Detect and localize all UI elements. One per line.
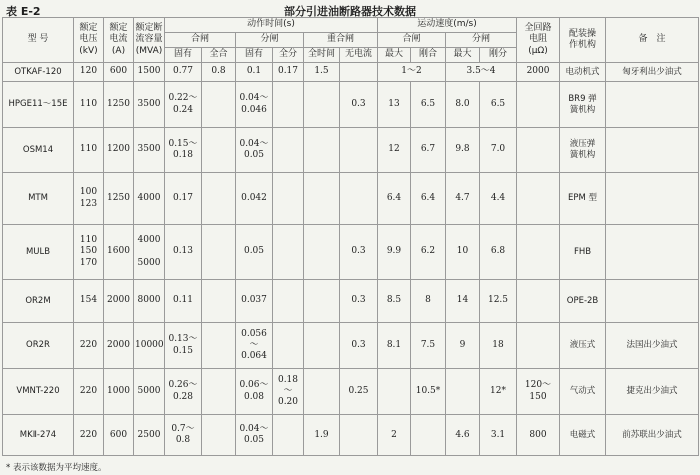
cell-close-inherent: 0.11: [165, 279, 202, 323]
table-row: [3, 225, 699, 280]
cell-no-current: 0.25: [340, 368, 378, 415]
cell-open-full: 0.17: [273, 63, 304, 82]
cell-close-full: [202, 279, 236, 323]
cell-breaking: 8000: [134, 279, 165, 323]
cell-speed-open-just: 6.8: [480, 225, 517, 280]
cell-voltage: 100 123: [74, 173, 104, 225]
cell-open-full: [273, 225, 304, 280]
cell-speed-close-just: 6.2: [411, 225, 446, 280]
cell-mechanism: 液压弹 簧机构: [560, 127, 606, 173]
cell-mechanism: 气动式: [560, 368, 606, 415]
cell-voltage: 110 150 170: [74, 225, 104, 280]
cell-mechanism: BR9 弹 簧机构: [560, 82, 606, 128]
cell-close-inherent: 0.13～ 0.15: [165, 323, 202, 369]
cell-breaking: 5000: [134, 368, 165, 415]
cell-remark: 法国出少油式: [606, 323, 699, 369]
cell-reclose-full-time: [304, 173, 340, 225]
cell-reclose-full-time: [304, 82, 340, 128]
cell-close-full: [202, 225, 236, 280]
cell-model: OTKAF-120: [3, 63, 74, 82]
cell-open-full: [273, 415, 304, 456]
cell-speed-open-max: 14: [446, 279, 480, 323]
cell-speed-open-just: 4.4: [480, 173, 517, 225]
table-title: 部分引进油断路器技术数据: [284, 5, 416, 18]
cell-resistance: [517, 82, 560, 128]
cell-speed-close-max: 2: [378, 415, 411, 456]
cell-no-current: [340, 415, 378, 456]
header-speed-close: 合闸: [378, 33, 446, 48]
cell-voltage: 220: [74, 415, 104, 456]
header-speed-open-max: 最大: [446, 48, 480, 63]
table-row: [3, 323, 699, 369]
table-row: [3, 63, 699, 82]
cell-open-inherent: 0.042: [236, 173, 273, 225]
cell-speed-close-max: 9.9: [378, 225, 411, 280]
cell-current: 1000: [104, 368, 134, 415]
header-no-current: 无电流: [340, 48, 378, 63]
cell-resistance: [517, 323, 560, 369]
header-speed-open: 分闸: [446, 33, 517, 48]
cell-breaking: 3500: [134, 82, 165, 128]
cell-speed-close-just: [411, 415, 446, 456]
cell-speed-close-just: 10.5*: [411, 368, 446, 415]
cell-no-current: 0.3: [340, 82, 378, 128]
header-close-full: 全合: [202, 48, 236, 63]
cell-speed-close-just: 6.5: [411, 82, 446, 128]
header-open-inherent: 固有: [236, 48, 273, 63]
cell-no-current: [340, 173, 378, 225]
table-row: [3, 127, 699, 173]
cell-close-inherent: 0.7～ 0.8: [165, 415, 202, 456]
cell-speed-open-just: 12*: [480, 368, 517, 415]
cell-remark: [606, 279, 699, 323]
header-speed-close-max: 最大: [378, 48, 411, 63]
cell-reclose-full-time: 1.5: [304, 63, 340, 82]
cell-close-inherent: 0.13: [165, 225, 202, 280]
cell-speed-close-just: 6.4: [411, 173, 446, 225]
cell-model: OR2M: [3, 279, 74, 323]
cell-no-current: [340, 127, 378, 173]
cell-open-full: [273, 82, 304, 128]
cell-open-full: 0.18～ 0.20: [273, 368, 304, 415]
cell-close-full: [202, 173, 236, 225]
cell-current: 1250: [104, 82, 134, 128]
cell-open-full: [273, 173, 304, 225]
table-row: [3, 173, 699, 225]
cell-close-full: [202, 82, 236, 128]
cell-current: 600: [104, 63, 134, 82]
cell-open-full: [273, 323, 304, 369]
cell-close-full: [202, 127, 236, 173]
cell-open-full: [273, 127, 304, 173]
cell-mechanism: OPE-2B: [560, 279, 606, 323]
cell-speed-open-just: 12.5: [480, 279, 517, 323]
header-reclose-full-time: 全时间: [304, 48, 340, 63]
table-row: [3, 82, 699, 128]
cell-close-full: [202, 415, 236, 456]
cell-speed-close-max: 6.4: [378, 173, 411, 225]
cell-current: 1200: [104, 127, 134, 173]
cell-speed-open-max: 8.0: [446, 82, 480, 128]
table-label: 表 E-2: [6, 5, 41, 18]
cell-speed-close-just: 6.7: [411, 127, 446, 173]
cell-reclose-full-time: 1.9: [304, 415, 340, 456]
cell-breaking: 4000 5000: [134, 225, 165, 280]
cell-voltage: 220: [74, 323, 104, 369]
cell-resistance: [517, 279, 560, 323]
cell-close-full: [202, 323, 236, 369]
cell-current: 2000: [104, 323, 134, 369]
cell-speed-open-max: 9.8: [446, 127, 480, 173]
cell-remark: 前苏联出少油式: [606, 415, 699, 456]
cell-open-inherent: 0.04～ 0.05: [236, 127, 273, 173]
cell-speed-open: 3.5～4: [446, 63, 517, 82]
cell-speed-open-just: 6.5: [480, 82, 517, 128]
header-resistance: 全回路 电阻 (μΩ): [517, 18, 560, 63]
cell-open-full: [273, 279, 304, 323]
header-voltage: 额定 电压 (kV): [74, 18, 104, 63]
cell-speed-close-just: 7.5: [411, 323, 446, 369]
cell-voltage: 110: [74, 127, 104, 173]
cell-mechanism: FHB: [560, 225, 606, 280]
cell-voltage: 220: [74, 368, 104, 415]
cell-model: OR2R: [3, 323, 74, 369]
cell-resistance: [517, 225, 560, 280]
cell-speed-close-max: 13: [378, 82, 411, 128]
header-reclose: 重合闸: [304, 33, 378, 48]
cell-remark: [606, 173, 699, 225]
cell-close-inherent: 0.77: [165, 63, 202, 82]
cell-voltage: 110: [74, 82, 104, 128]
cell-breaking: 10000: [134, 323, 165, 369]
cell-resistance: [517, 173, 560, 225]
cell-breaking: 2500: [134, 415, 165, 456]
header-action-time: 动作时间(s): [165, 18, 378, 33]
technical-data-table: [2, 17, 699, 456]
cell-mechanism: 电磁式: [560, 415, 606, 456]
header-model: 型 号: [3, 18, 74, 63]
header-mechanism: 配装操 作机构: [560, 18, 606, 63]
table-row: [3, 415, 699, 456]
cell-breaking: 4000: [134, 173, 165, 225]
cell-current: 1250: [104, 173, 134, 225]
cell-remark: [606, 225, 699, 280]
header-current: 额定 电流 (A): [104, 18, 134, 63]
cell-speed-open-just: 18: [480, 323, 517, 369]
cell-no-current: 0.3: [340, 225, 378, 280]
cell-speed-close-max: 8.5: [378, 279, 411, 323]
cell-resistance: [517, 127, 560, 173]
cell-breaking: 1500: [134, 63, 165, 82]
cell-remark: 捷克出少油式: [606, 368, 699, 415]
cell-open-inherent: 0.037: [236, 279, 273, 323]
cell-open-inherent: 0.06～ 0.08: [236, 368, 273, 415]
cell-mechanism: EPM 型: [560, 173, 606, 225]
cell-resistance: 800: [517, 415, 560, 456]
cell-model: MKⅡ-274: [3, 415, 74, 456]
cell-close-inherent: 0.22～ 0.24: [165, 82, 202, 128]
cell-close-inherent: 0.15～ 0.18: [165, 127, 202, 173]
cell-no-current: [340, 63, 378, 82]
cell-remark: [606, 127, 699, 173]
footnote: * 表示该数据为平均速度。: [6, 463, 107, 473]
cell-model: HPGE11～15E: [3, 82, 74, 128]
cell-open-inherent: 0.04～ 0.046: [236, 82, 273, 128]
cell-mechanism: 液压式: [560, 323, 606, 369]
cell-current: 2000: [104, 279, 134, 323]
cell-speed-open-max: 10: [446, 225, 480, 280]
cell-model: OSM14: [3, 127, 74, 173]
cell-resistance: 2000: [517, 63, 560, 82]
header-close: 合闸: [165, 33, 236, 48]
cell-breaking: 3500: [134, 127, 165, 173]
cell-speed-close-max: 8.1: [378, 323, 411, 369]
cell-reclose-full-time: [304, 127, 340, 173]
cell-voltage: 120: [74, 63, 104, 82]
header-speed-open-just: 刚分: [480, 48, 517, 63]
table-row: [3, 368, 699, 415]
cell-close-inherent: 0.26～ 0.28: [165, 368, 202, 415]
cell-speed-close-max: [378, 368, 411, 415]
cell-close-full: 0.8: [202, 63, 236, 82]
cell-remark: [606, 82, 699, 128]
header-speed-close-just: 刚合: [411, 48, 446, 63]
header-remark: 备 注: [606, 18, 699, 63]
cell-current: 600: [104, 415, 134, 456]
cell-speed-close-just: 8: [411, 279, 446, 323]
cell-mechanism: 电动机式: [560, 63, 606, 82]
header-close-inherent: 固有: [165, 48, 202, 63]
cell-no-current: 0.3: [340, 323, 378, 369]
cell-open-inherent: 0.05: [236, 225, 273, 280]
cell-reclose-full-time: [304, 225, 340, 280]
cell-open-inherent: 0.04～ 0.05: [236, 415, 273, 456]
cell-reclose-full-time: [304, 279, 340, 323]
header-motion-speed: 运动速度(m/s): [378, 18, 517, 33]
cell-speed-open-just: 3.1: [480, 415, 517, 456]
cell-reclose-full-time: [304, 323, 340, 369]
table-row: [3, 279, 699, 323]
cell-speed-open-max: 4.7: [446, 173, 480, 225]
cell-open-inherent: 0.1: [236, 63, 273, 82]
cell-open-inherent: 0.056～ 0.064: [236, 323, 273, 369]
cell-speed-close-max: 12: [378, 127, 411, 173]
cell-no-current: 0.3: [340, 279, 378, 323]
cell-model: VMNT-220: [3, 368, 74, 415]
cell-model: MULB: [3, 225, 74, 280]
cell-speed-open-max: 9: [446, 323, 480, 369]
cell-resistance: 120～ 150: [517, 368, 560, 415]
cell-remark: 匈牙利出少油式: [606, 63, 699, 82]
header-open-full: 全分: [273, 48, 304, 63]
cell-current: 1600: [104, 225, 134, 280]
cell-speed-open-max: 4.6: [446, 415, 480, 456]
cell-close-full: [202, 368, 236, 415]
cell-close-inherent: 0.17: [165, 173, 202, 225]
cell-speed-close: 1～2: [378, 63, 446, 82]
cell-speed-open-max: [446, 368, 480, 415]
cell-model: MTM: [3, 173, 74, 225]
header-open: 分闸: [236, 33, 304, 48]
cell-speed-open-just: 7.0: [480, 127, 517, 173]
cell-voltage: 154: [74, 279, 104, 323]
header-breaking-capacity: 额定断 流容量 (MVA): [134, 18, 165, 63]
cell-reclose-full-time: [304, 368, 340, 415]
